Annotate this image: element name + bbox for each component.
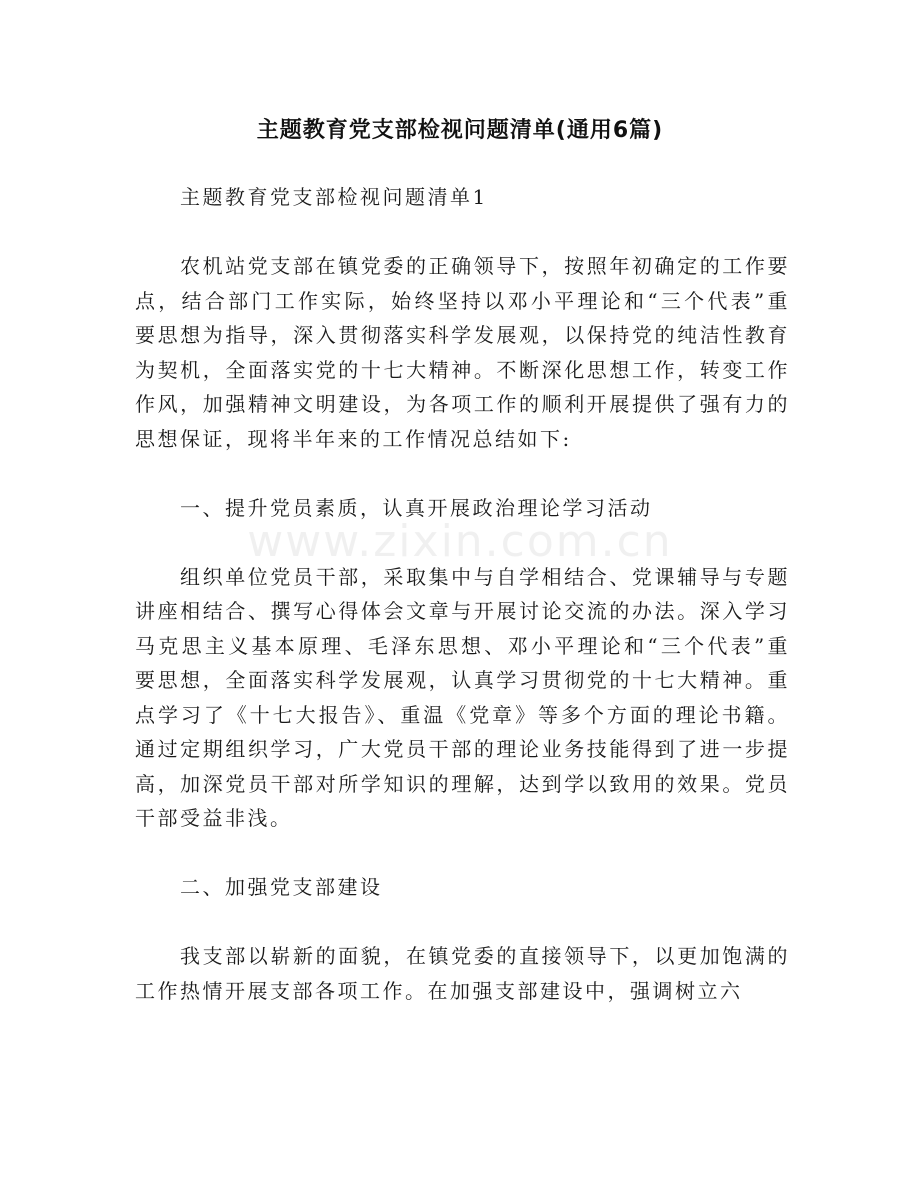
paragraph-study: 组织单位党员干部，采取集中与自学相结合、党课辅导与专题讲座相结合、撰写心得体会文章与开展讨论交流的办法。深入学习马克思主义基本原理、毛泽东思想、邓小平理论和“三个代表”重要思想，全面落实科学发展观，认真学习贯彻党的十七大精神。重点学习了《十七大报告》、重温《党章》等多个方面的理论书籍。通过定期组织学习，广大党员干部的理论业务技能得到了进一步提高，加深党员干部对所学知识的理解，达到学以致用的效果。党员干部受益非浅。	[135, 564, 790, 830]
paragraph-branch: 我支部以崭新的面貌，在镇党委的直接领导下，以更加饱满的工作热情开展支部各项工作。在加强支部建设中，强调树立六	[135, 944, 790, 1003]
section-heading-2: 二、加强党支部建设	[180, 875, 383, 899]
watermark: www.zixin.com.cn	[247, 516, 673, 567]
document-body	[135, 180, 790, 1043]
paragraph-intro: 农机站党支部在镇党委的正确领导下，按照年初确定的工作要点，结合部门工作实际，始终坚持以邓小平理论和“三个代表”重要思想为指导，深入贯彻落实科学发展观，以保持党的纯洁性教育为契机，全面落实党的十七大精神。不断深化思想工作，转变工作作风，加强精神文明建设，为各项工作的顺利开展提供了强有力的思想保证，现将半年来的工作情况总结如下:	[135, 254, 790, 451]
section-heading-1: 一、提升党员素质，认真开展政治理论学习活动	[180, 495, 653, 520]
section-subtitle: 主题教育党支部检视问题清单1	[180, 185, 488, 209]
document-title: 主题教育党支部检视问题清单(通用6篇)	[256, 118, 664, 143]
